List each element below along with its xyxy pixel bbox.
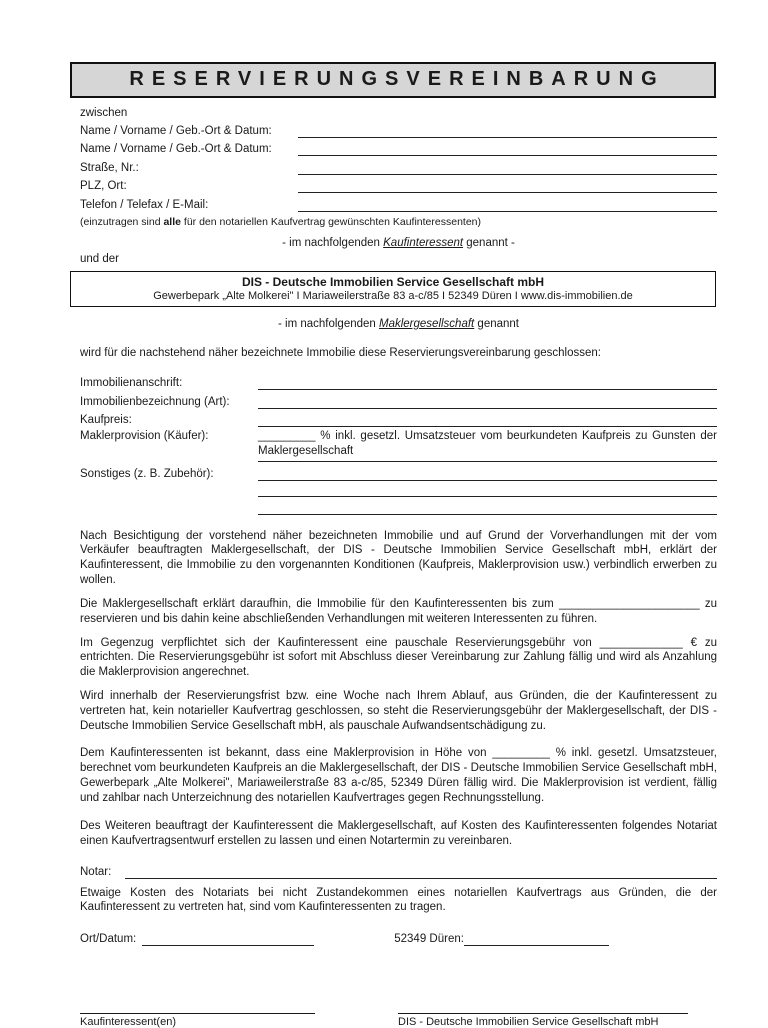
property-field-row [80,390,717,408]
party-field-line-2[interactable] [298,138,717,157]
company-name: DIS - Deutsche Immobilien Service Gesellschaft mbH [241,274,545,289]
party-field-row [80,193,717,212]
party-field-label: Name / Vorname / Geb.-Ort & Datum: [80,124,272,137]
title-box [70,62,716,98]
property-field-row [80,409,717,427]
company-box [70,271,716,307]
party-field-label: Name / Vorname / Geb.-Ort & Datum: [80,143,272,156]
commission-value-text[interactable]: _________ % inkl. gesetzl. Umsatzsteuer vom beurkundeten Kaufpreis zu Gunsten der Maklergesellschaft [258,429,717,462]
party-field-row [80,156,717,175]
term-maklergesellschaft: Maklergesellschaft [379,317,475,330]
property-field-label: Kaufpreis: [80,414,132,427]
term-kaufinteressent: Kaufinteressent [383,236,464,249]
street-field-line[interactable] [298,156,717,175]
property-field-label: Sonstiges (z. B. Zubehör): [80,467,214,480]
date-row [80,928,717,946]
party-field-label: Straße, Nr.: [80,161,139,174]
party-field-row [80,138,717,157]
dueren-date-group [394,932,609,946]
party-field-row [80,175,717,194]
party-field-row [80,119,717,138]
zwischen-label: zwischen [80,107,128,119]
contact-field-line[interactable] [298,193,717,212]
place-date-line[interactable] [142,932,314,946]
buyer-signature-line[interactable] [80,1000,315,1014]
dueren-date-line[interactable] [464,932,609,946]
notary-line[interactable] [125,861,717,879]
place-date-group [80,932,314,946]
place-date-label: Ort/Datum: [80,933,137,946]
party-fields-block [80,119,717,212]
note-bold-word: alle [163,215,181,228]
purchase-price-line[interactable] [258,409,717,427]
notary-label: Notar: [80,865,112,878]
property-field-row [80,462,717,480]
property-type-line[interactable] [258,390,717,408]
document-title: RESERVIERUNGSVEREINBARUNG [129,68,665,90]
und-der-label: und der [80,252,120,265]
misc-line-1[interactable] [258,462,717,480]
paragraph-intent: Nach Besichtigung der vorstehend näher bezeichneten Immobilie und auf Grund der Vorverhandlungen mit der vom Verkäufer beauftragten Maklergesellschaft, der DIS - Deutsche Immobilien Service Gesellschaft mbH, erklärt der Kaufinteressent, die Immobilie zu den vorgenannten Konditionen (Kaufpreis, Maklerprovision usw.) verbindlich erwerben zu wollen. [80,529,717,586]
misc-line-3[interactable] [258,497,717,515]
party-field-label: PLZ, Ort: [80,180,127,193]
property-field-row [80,372,717,390]
buyer-term-line: - im nachfolgenden Kaufinteressent genannt - [282,236,515,249]
notary-cost-note: Etwaige Kosten des Notariats bei nicht Zustandekommen eines notariellen Kaufvertrags aus Gründen, die der Kaufinteressent zu vertreten hat, sind vom Kaufinteressenten zu tragen. [80,886,717,914]
property-address-line[interactable] [258,372,717,390]
paragraph-reservation: Die Maklergesellschaft erklärt daraufhin, die Immobilie für den Kaufinteressenten bis zum ______________________ zu reservieren und bis dahin keine abschließenden Verhandlungen mit weiteren Interessenten zu führen. [80,597,717,625]
dueren-label: 52349 Düren: [394,933,464,946]
paragraph-fee: Im Gegenzug verpflichtet sich der Kaufinteressent eine pauschale Reservierungsgebühr von _____________ € zu entrichten. Die Reservierungsgebühr ist sofort mit Abschluss dieser Vereinbarung zur Zahlung fällig und wird als Anzahlung die Maklerprovision angerechnet. [80,636,717,679]
broker-signature-line[interactable] [398,1000,688,1014]
party-field-label: Telefon / Telefax / E-Mail: [80,198,209,211]
misc-line-2[interactable] [258,481,717,497]
paragraph-deadline: Wird innerhalb der Reservierungsfrist bzw. eine Woche nach Ihrem Ablauf, aus Gründen, die der Kaufinteressent zu vertreten hat, kein notarieller Kaufvertrag geschlossen, so steht die Reservierungsgebühr der Maklergesellschaft, der DIS - Deutsche Immobilien Service Gesellschaft mbH, als pauschale Aufwandsentschädigung zu. [80,690,717,732]
property-fields-block [80,372,717,515]
paragraph-notary-order: Des Weiteren beauftragt der Kaufinteressent die Maklergesellschaft, auf Kosten des Kaufinteressenten folgendes Notariat einen Kaufvertragsentwurf erstellen zu lassen und einen Notartermin zu vereinbaren. [80,820,717,847]
party-field-line-1[interactable] [298,119,717,138]
company-address: Gewerbepark „Alte Molkerei" I Mariaweilerstraße 83 a-c/85 I 52349 Düren I www.dis-immobilien.de [153,289,633,302]
broker-term-line: - im nachfolgenden Maklergesellschaft genannt [277,317,519,330]
city-field-line[interactable] [298,175,717,194]
buyer-signature-label: Kaufinteressent(en) [80,1016,176,1028]
entry-note: (einzutragen sind alle für den notariellen Kaufvertrag gewünschten Kaufinteressenten) [80,215,482,228]
agreement-intro: wird für die nachstehend näher bezeichnete Immobilie diese Reservierungsvereinbarung geschlossen: [80,346,601,359]
notary-field-row [80,861,717,879]
broker-signature-label: DIS - Deutsche Immobilien Service Gesellschaft mbH [398,1016,659,1028]
property-field-label: Immobilienanschrift: [80,377,183,390]
commission-field-row [80,429,717,462]
property-field-label: Maklerprovision (Käufer): [80,430,209,443]
paragraph-commission: Dem Kaufinteressenten ist bekannt, dass eine Maklerprovision in Höhe von _________ % inkl. gesetzl. Umsatzsteuer, berechnet vom beurkundeten Kaufpreis an die Maklergesellschaft, der DIS - Deutsche Immobilien Service Gesellschaft mbH, Gewerbepark „Alte Molkerei", Mariaweilerstraße 83 a-c/85, 52349 Düren fällig wird. Die Maklerprovision ist verdient, fällig und zahlbar nach Unterzeichnung des notariellen Kaufvertrages gegen Rechnungsstellung. [80,747,717,804]
property-field-label: Immobilienbezeichnung (Art): [80,395,230,408]
